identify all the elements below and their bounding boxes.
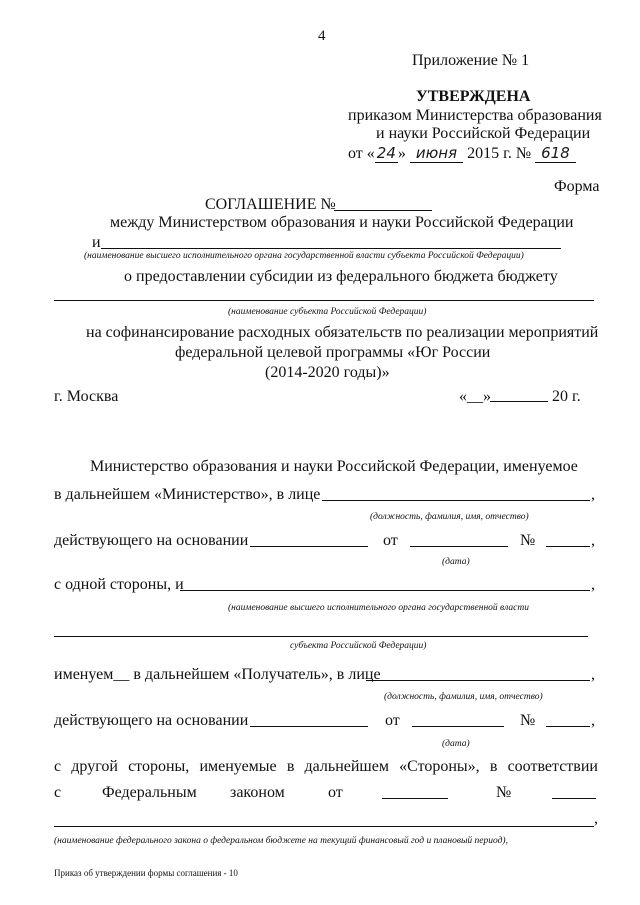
date-template xyxy=(459,388,491,406)
date-day-blank: __ xyxy=(467,388,483,405)
number-sign: № xyxy=(520,532,536,549)
caption-executive-2b: субъекта Российской Федерации) xyxy=(290,641,427,651)
comma-4: , xyxy=(591,666,595,683)
date-prefix: от « xyxy=(348,145,375,162)
page-number: 4 xyxy=(318,28,326,44)
word: с xyxy=(54,758,62,775)
caption-position-2: (должность, фамилия, имя, отчество) xyxy=(384,692,543,702)
approval-line2: и науки Российской Федерации xyxy=(376,125,591,142)
executive-line-3 xyxy=(54,636,588,637)
law-word-with: с xyxy=(54,784,62,801)
approval-date xyxy=(348,144,576,163)
recipient-label: именуем__ в дальнейшем «Получатель», в лице xyxy=(54,666,381,683)
from-label: от xyxy=(383,532,398,549)
form-label: Форма xyxy=(554,178,600,195)
law-word-from: от xyxy=(328,784,343,801)
comma-5: , xyxy=(591,712,595,729)
place-label: г. Москва xyxy=(54,388,119,405)
agreement-number-line xyxy=(334,210,432,211)
number-line-2 xyxy=(546,726,590,727)
one-side-label: с одной стороны, и xyxy=(54,576,184,593)
comma: , xyxy=(591,486,595,503)
executive-body-line xyxy=(101,248,561,249)
law-word-federal: Федеральным xyxy=(102,784,197,801)
caption-position: (должность, фамилия, имя, отчество) xyxy=(370,512,529,522)
acting-on-label: действующего на основании xyxy=(54,532,249,549)
body-line-2: в дальнейшем «Министерство», в лице xyxy=(54,486,321,503)
from-label-2: от xyxy=(385,712,400,729)
date-line-2 xyxy=(412,726,504,727)
handwritten-day: 24 xyxy=(376,144,396,162)
comma-3: , xyxy=(591,576,595,593)
subject-line xyxy=(54,300,594,301)
cofinancing-line: на софинансирование расходных обязательств по реализации мероприятий xyxy=(86,324,599,341)
agreement-title: СОГЛАШЕНИЕ № xyxy=(205,196,336,213)
program-line: федеральной целевой программы «Юг России xyxy=(175,344,491,361)
date-open-quote: « xyxy=(459,388,467,405)
approval-line1: приказом Министерства образования xyxy=(348,107,602,124)
caption-date-2: (дата) xyxy=(442,739,470,749)
word: дальнейшем xyxy=(304,758,389,775)
between-line: между Министерством образования и науки Российской Федерации xyxy=(110,214,574,231)
number-line xyxy=(546,546,590,547)
word: стороны, xyxy=(128,758,190,775)
year-number-text: 2015 г. № xyxy=(467,145,532,162)
date-year: 20 г. xyxy=(552,388,581,405)
caption-executive-2a: (наименование высшего исполнительного органа государственной власти xyxy=(228,603,529,613)
handwritten-number: 618 xyxy=(535,144,576,163)
number-sign-2: № xyxy=(520,712,536,729)
subsidy-line: о предоставлении субсидии из федерального бюджета бюджету xyxy=(124,268,558,285)
years-line: (2014-2020 годы)» xyxy=(265,364,390,381)
handwritten-month: июня xyxy=(410,144,463,163)
law-date-line xyxy=(382,798,448,799)
law-word-law: законом xyxy=(230,784,285,801)
caption-subject: (наименование субъекта Российской Федерации) xyxy=(228,307,427,317)
ministry-representative-line xyxy=(322,500,590,501)
basis-line-2 xyxy=(250,726,368,727)
and-label: и xyxy=(92,234,101,251)
comma-2: , xyxy=(591,532,595,549)
word: «Стороны», xyxy=(399,758,480,775)
appendix-label: Приложение № 1 xyxy=(412,52,530,69)
executive-line-2 xyxy=(180,590,590,591)
other-side-line xyxy=(54,758,598,776)
word: соответствии xyxy=(507,758,598,775)
body-line-1: Министерство образования и науки Российской Федерации, именуемое xyxy=(90,458,578,475)
word: другой xyxy=(71,758,118,775)
word: в xyxy=(286,758,295,775)
caption-date: (дата) xyxy=(442,557,470,567)
acting-on-label-2: действующего на основании xyxy=(54,712,249,729)
caption-executive: (наименование высшего исполнительного органа государственной власти субъекта Российской Федерации) xyxy=(84,251,524,261)
law-number-sign: № xyxy=(496,784,512,801)
law-number-line xyxy=(552,798,596,799)
date-mid: » xyxy=(397,145,406,162)
date-line xyxy=(410,546,508,547)
approval-title: УТВЕРЖДЕНА xyxy=(416,88,531,105)
caption-law: (наименование федерального закона о федеральном бюджете на текущий финансовый год и плановый период), xyxy=(54,836,508,846)
footer-note: Приказ об утверждении формы соглашения - 10 xyxy=(54,868,238,878)
law-name-line xyxy=(54,826,594,827)
word: именуемые xyxy=(199,758,277,775)
comma-6: , xyxy=(594,810,598,827)
date-close-quote: » xyxy=(483,388,491,405)
date-month-line xyxy=(490,401,548,402)
basis-line xyxy=(250,546,368,547)
word: в xyxy=(489,758,498,775)
recipient-representative-line xyxy=(366,680,590,681)
